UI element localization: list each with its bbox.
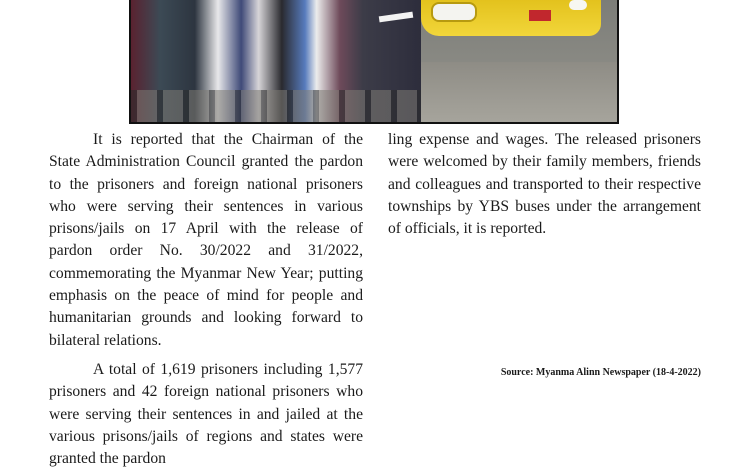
article-paragraph-release-welcome: ling expense and wages. The released prisoners were welcomed by their family members, friends and colleagues and transported to their respective townships by YBS buses under the arrangement of officials, it is reported.	[388, 131, 701, 238]
left-column	[49, 129, 363, 470]
right-column	[388, 129, 701, 240]
photo-bus-lamp	[569, 0, 587, 10]
photo-bus-license-plate	[529, 10, 551, 21]
article-paragraph-prisoner-count: A total of 1,619 prisoners including 1,577 prisoners and 42 foreign national prisoners who were serving their sentences in and jailed at the various prisons/jails of regions and states were granted the pardon	[49, 360, 363, 468]
source-citation: Source: Myanma Alinn Newspaper (18-4-2022)	[500, 367, 701, 378]
news-photo-released-prisoners-bus	[129, 0, 619, 124]
article-paragraph-pardon-announcement: It is reported that the Chairman of the State Administration Council granted the pardon to the prisoners and foreign national prisoners who were serving their sentences in various prisons/jails on 17 April with the release of pardon order No. 30/2022 and 31/2022, commemorating the Myanmar New Year; putting emphasis on the peace of mind for people and humanitarian grounds and looking forward to bilateral relations.	[49, 131, 363, 349]
photo-yellow-bus	[421, 0, 601, 36]
photo-crowd-of-people	[131, 0, 421, 124]
photo-bus-headlight	[431, 2, 477, 22]
